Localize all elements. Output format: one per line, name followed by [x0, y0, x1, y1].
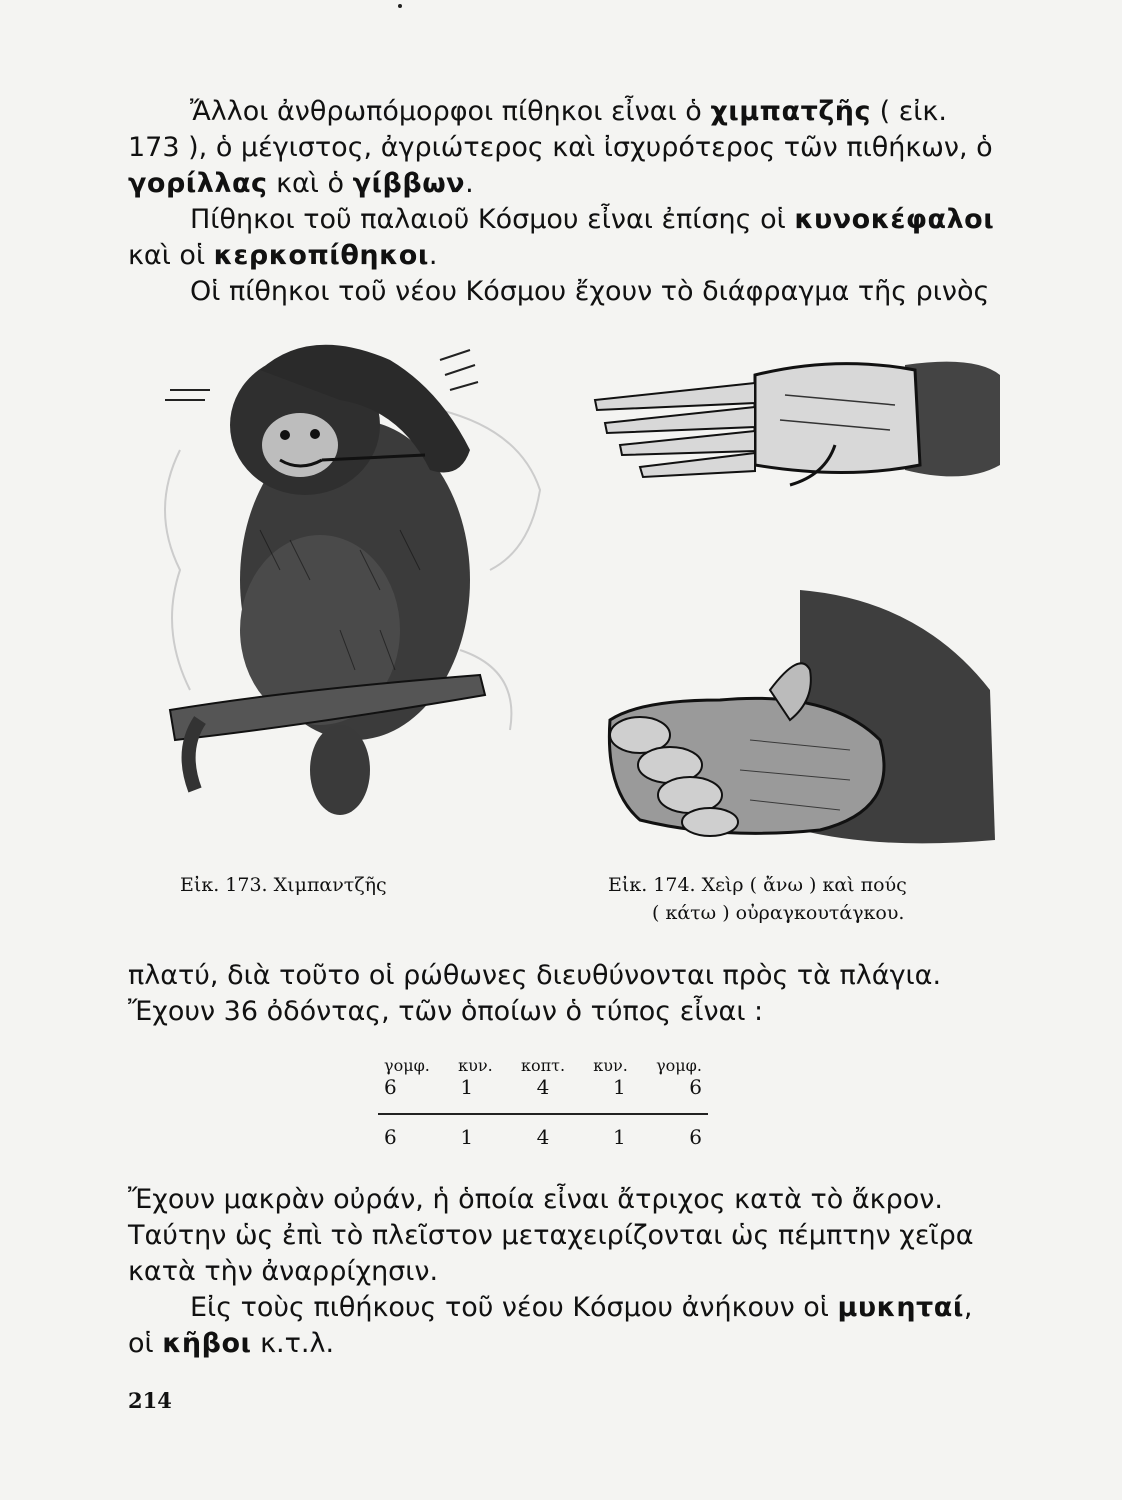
term-howler-monkeys: μυκηταί — [837, 1292, 964, 1323]
term-gibbon: γίββων — [352, 168, 466, 199]
page-mark — [398, 4, 402, 8]
term-chimpanzee: χιμπατζῆς — [710, 96, 871, 127]
paragraph-2: Πίθηκοι τοῦ παλαιοῦ Κόσμου εἶναι ἐπίσης οἱ κυνοκέφαλοι καὶ οἱ κερκοπίθηκοι. — [128, 204, 995, 271]
formula-header: κυν. — [593, 1056, 628, 1075]
formula-value: 6 — [384, 1125, 397, 1149]
fraction-bar — [378, 1113, 708, 1115]
formula-value: 1 — [460, 1125, 474, 1149]
formula-header: γομφ. — [656, 1056, 702, 1075]
paragraph-6: Εἰς τοὺς πιθήκους τοῦ νέου Κόσμου ἀνήκουν οἱ μυκηταί, οἱ κῆβοι κ.τ.λ. — [128, 1292, 973, 1359]
dental-formula-lower — [378, 1125, 708, 1149]
formula-header: κοπτ. — [520, 1056, 566, 1075]
formula-value: 4 — [536, 1075, 550, 1099]
term-baboons: κυνοκέφαλοι — [794, 204, 995, 235]
figure-174-caption-line-1: Εἰκ. 174. Χεὶρ ( ἄνω ) καὶ πούς — [608, 874, 907, 896]
paragraph-3: Οἱ πίθηκοι τοῦ νέου Κόσμου ἔχουν τὸ διάφραγμα τῆς ρινὸς — [190, 276, 990, 307]
term-guenons: κερκοπίθηκοι — [213, 240, 429, 271]
dental-formula-upper — [378, 1075, 708, 1099]
dental-formula — [378, 1056, 708, 1149]
orangutan-hand-illustration — [575, 345, 1005, 495]
page-number: 214 — [128, 1388, 172, 1413]
formula-value: 1 — [612, 1125, 626, 1149]
formula-value: 1 — [460, 1075, 474, 1099]
orangutan-foot-illustration — [600, 590, 1000, 850]
term-gorilla: γορίλλας — [128, 168, 268, 199]
formula-value: 6 — [384, 1075, 397, 1099]
figure-174-caption-line-2: ( κάτω ) οὐραγκουτάγκου. — [652, 902, 905, 924]
formula-value: 6 — [689, 1075, 702, 1099]
paragraph-4: πλατύ, διὰ τοῦτο οἱ ρώθωνες διευθύνονται πρὸς τὰ πλάγια. Ἔχουν 36 ὀδόντας, τῶν ὁποίων ὁ τύπος εἶναι : — [128, 960, 942, 1027]
dental-formula-headers — [378, 1056, 708, 1075]
formula-value: 1 — [612, 1075, 626, 1099]
chimpanzee-illustration — [140, 330, 560, 850]
formula-value: 6 — [689, 1125, 702, 1149]
figure-173-caption: Εἰκ. 173. Χιμπαντζῆς — [180, 874, 387, 896]
paragraph-1: Ἄλλοι ἀνθρωπόμορφοι πίθηκοι εἶναι ὁ χιμπατζῆς ( εἰκ. 173 ), ὁ μέγιστος, ἀγριώτερος καὶ ἰσχυρότερος τῶν πιθήκων, ὁ γορίλλας καὶ ὁ γίββων. — [128, 96, 993, 199]
formula-value: 4 — [536, 1125, 550, 1149]
formula-header: κυν. — [458, 1056, 493, 1075]
formula-header: γομφ. — [384, 1056, 430, 1075]
term-capuchins: κῆβοι — [162, 1328, 252, 1359]
paragraph-5: Ἔχουν μακρὰν οὐράν, ἡ ὁποία εἶναι ἄτριχος κατὰ τὸ ἄκρον. Ταύτην ὡς ἐπὶ τὸ πλεῖστον μεταχειρίζονται ὡς πέμπτην χεῖρα κατὰ τὴν ἀναρρίχησιν. — [128, 1184, 974, 1287]
